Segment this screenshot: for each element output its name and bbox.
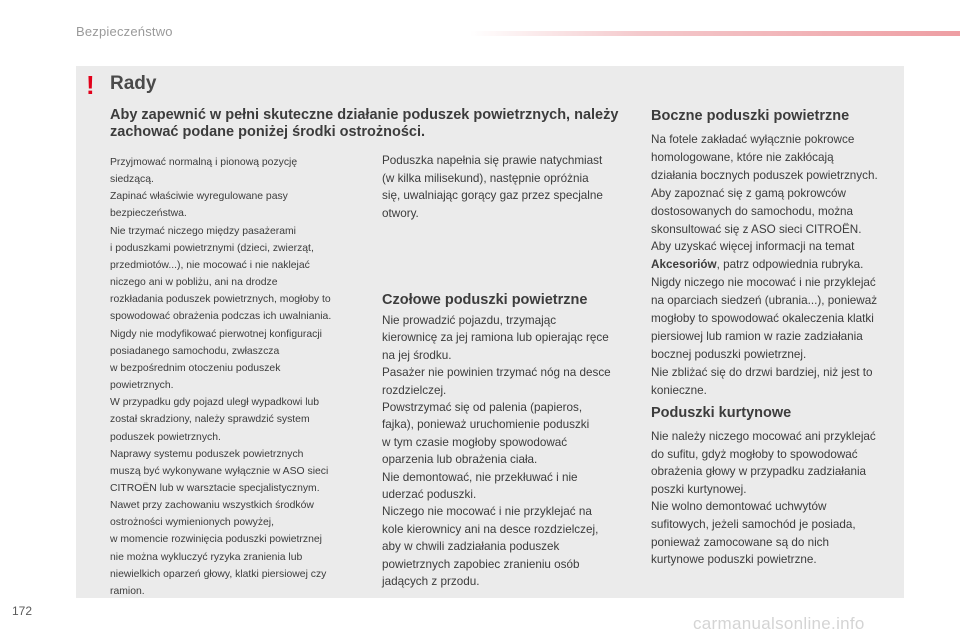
- side-airbags-heading: Boczne poduszki powietrzne: [651, 108, 850, 124]
- panel-title: Rady: [110, 73, 157, 94]
- inflation-note-text: Poduszka napełnia się prawie natychmiast (w kilka milisekund), następnie opróżnia się, uwalniając gorący gaz przez specjalne otwory.: [382, 154, 603, 220]
- page-number: 172: [12, 604, 33, 618]
- side-text-part-1: Na fotele zakładać wyłącznie pokrowce homologowane, które nie zakłócają działania bocznych poduszek powietrznych. Aby zapoznać się z gamą pokrowców dostosowanych do samochodu, można skonsultować się z ASO sieci CITROËN. Aby uzyskać więcej informacji na temat: [651, 133, 878, 254]
- curtain-airbags-heading: Poduszki kurtynowe: [651, 405, 792, 421]
- header-accent-bar: [470, 31, 960, 36]
- side-text-part-2: , patrz odpowiednia rubryka. Nigdy niczego nie mocować i nie przyklejać na oparciach siedzeń (ubrania...), ponieważ mogłoby to spowodować okaleczenia klatki piersiowej lub ramion w razie zadziałania bocznej poduszki powietrznej. Nie zbliżać się do drzwi bardziej, niż jest to konieczne.: [651, 258, 878, 397]
- front-airbags-heading: Czołowe poduszki powietrzne: [382, 292, 588, 308]
- general-precautions-text: Przyjmować normalną i pionową pozycję siedzącą. Zapinać właściwie wyregulowane pasy bezpieczeństwa. Nie trzymać niczego między pasażerami i poduszkami powietrznymi (dzieci, zwierząt, przedmiotów...), nie mocować i nie naklejać niczego ani w pobliżu, ani na drodze rozkładania poduszek powietrznych, mogłoby to spowodować obrażenia podczas ich uwalniania. Nigdy nie modyfikować pierwotnej konfiguracji posiadanego samochodu, zwłaszcza w bezpośrednim otoczeniu poduszek powietrznych. W przypadku gdy pojazd uległ wypadkowi lub został skradziony, należy sprawdzić system poduszek powietrznych. Naprawy systemu poduszek powietrznych muszą być wykonywane wyłącznie w ASO sieci CITROËN lub w warsztacie specjalistycznym. Nawet przy zachowaniu wszystkich środków ostrożności wymienionych powyżej, w momencie rozwinięcia poduszki powietrznej nie można wykluczyć ryzyka zranienia lub niewielkich oparzeń głowy, klatki piersiowej czy ramion.: [110, 157, 332, 597]
- front-airbags-text: Nie prowadzić pojazdu, trzymając kierownicę za jej ramiona lub opierając ręce na jej środku. Pasażer nie powinien trzymać nóg na desce rozdzielczej. Powstrzymać się od palenia (papieros, fajka), ponieważ uruchomienie poduszki w tym czasie mogłoby spowodować oparzenia lub obrażenia ciała. Nie demontować, nie przekłuwać i nie uderzać poduszki. Niczego nie mocować i nie przyklejać na kole kierownicy ani na desce rozdzielczej, aby w chwili zadziałania poduszek powietrznych zapobiec zranieniu osób jadących z przodu.: [382, 314, 611, 589]
- watermark: carmanualsonline.info: [693, 614, 865, 633]
- side-airbags-text: [651, 131, 901, 400]
- warning-icon: !: [86, 70, 95, 100]
- accessories-keyword: Akcesoriów: [651, 258, 717, 272]
- intro-heading: Aby zapewnić w pełni skuteczne działanie poduszek powietrznych, należy zachować podane poniżej środki ostrożności.: [110, 107, 619, 140]
- curtain-airbags-text: Nie należy niczego mocować ani przyklejać do sufitu, gdyż mogłoby to spowodować obrażenia głowy w przypadku zadziałania poszki kurtynowej. Nie wolno demontować uchwytów sufitowych, jeżeli samochód je posiada, ponieważ zamocowane są do nich kurtynowe poduszki powietrzne.: [651, 430, 876, 567]
- section-title: Bezpieczeństwo: [76, 24, 173, 39]
